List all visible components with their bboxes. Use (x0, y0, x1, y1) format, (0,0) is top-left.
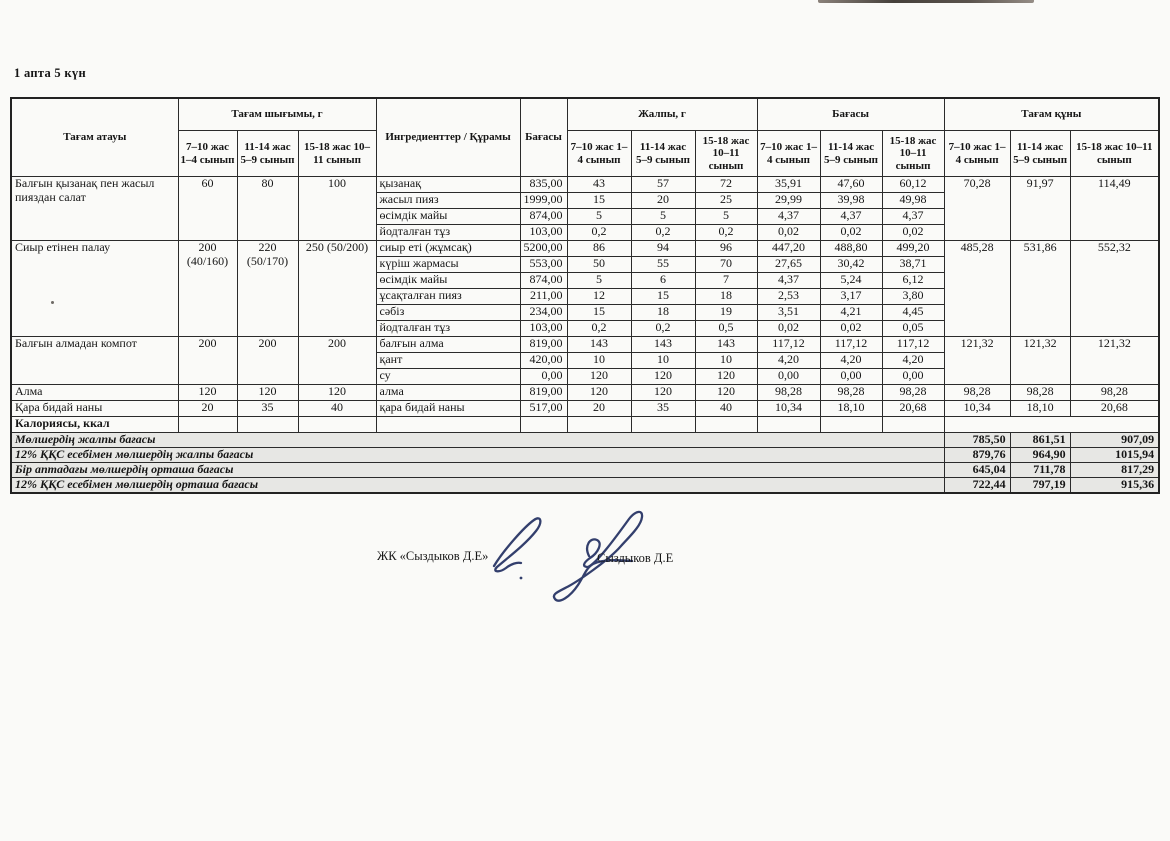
empty-cell (944, 417, 1159, 433)
price-cell: 819,00 (520, 385, 567, 401)
cost-cell: 91,97 (1010, 177, 1070, 241)
portion-cell: 200 (178, 337, 237, 385)
grams-cell: 143 (695, 337, 757, 353)
empty-cell (237, 417, 298, 433)
portion-cell: 35 (237, 401, 298, 417)
amount-cell: 27,65 (757, 257, 820, 273)
cost-cell: 531,86 (1010, 241, 1070, 337)
scan-speckle (51, 301, 54, 304)
col-age-7-10: 7–10 жас 1–4 сынып (178, 131, 237, 177)
grams-cell: 5 (567, 209, 631, 225)
col-age-11-14: 11-14 жас 5–9 сынып (237, 131, 298, 177)
price-cell: 874,00 (520, 273, 567, 289)
empty-cell (178, 417, 237, 433)
col-group-output: Тағам шығымы, г (178, 98, 376, 131)
grams-cell: 40 (695, 401, 757, 417)
grams-cell: 6 (631, 273, 695, 289)
amount-cell: 0,00 (882, 369, 944, 385)
cost-cell: 98,28 (944, 385, 1010, 401)
amount-cell: 5,24 (820, 273, 882, 289)
price-cell: 517,00 (520, 401, 567, 417)
grams-cell: 43 (567, 177, 631, 193)
summary-value-cell: 645,04 (944, 463, 1010, 478)
ingredient-cell: су (376, 369, 520, 385)
ingredient-cell: сиыр еті (жұмсақ) (376, 241, 520, 257)
price-cell: 1999,00 (520, 193, 567, 209)
ingredient-cell: жасыл пияз (376, 193, 520, 209)
grams-cell: 19 (695, 305, 757, 321)
amount-cell: 4,37 (757, 209, 820, 225)
grams-cell: 18 (631, 305, 695, 321)
ingredient-cell: ұсақталған пияз (376, 289, 520, 305)
price-cell: 103,00 (520, 321, 567, 337)
cost-cell: 485,28 (944, 241, 1010, 337)
amount-cell: 4,20 (757, 353, 820, 369)
summary-value-cell: 964,90 (1010, 448, 1070, 463)
grams-cell: 5 (631, 209, 695, 225)
amount-cell: 47,60 (820, 177, 882, 193)
amount-cell: 0,00 (820, 369, 882, 385)
portion-cell: 100 (298, 177, 376, 241)
amount-cell: 447,20 (757, 241, 820, 257)
empty-cell (631, 417, 695, 433)
cost-cell: 98,28 (1070, 385, 1159, 401)
amount-cell: 2,53 (757, 289, 820, 305)
amount-cell: 3,51 (757, 305, 820, 321)
grams-cell: 120 (567, 385, 631, 401)
grams-cell: 72 (695, 177, 757, 193)
col-age-7-10: 7–10 жас 1–4 сынып (757, 131, 820, 177)
price-cell: 819,00 (520, 337, 567, 353)
ingredient-cell: қара бидай наны (376, 401, 520, 417)
amount-cell: 20,68 (882, 401, 944, 417)
grams-cell: 143 (631, 337, 695, 353)
ingredient-cell: йодталған тұз (376, 321, 520, 337)
grams-cell: 0,2 (631, 225, 695, 241)
menu-table (10, 97, 1160, 494)
col-age-15-18: 15-18 жас 10–11 сынып (1070, 131, 1159, 177)
cost-cell: 20,68 (1070, 401, 1159, 417)
price-cell: 553,00 (520, 257, 567, 273)
amount-cell: 4,37 (882, 209, 944, 225)
summary-value-cell: 711,78 (1010, 463, 1070, 478)
ingredient-cell: күріш жармасы (376, 257, 520, 273)
grams-cell: 20 (567, 401, 631, 417)
col-age-11-14: 11-14 жас 5–9 сынып (820, 131, 882, 177)
col-age-7-10: 7–10 жас 1–4 сынып (944, 131, 1010, 177)
amount-cell: 4,45 (882, 305, 944, 321)
portion-cell: 60 (178, 177, 237, 241)
col-group-total: Жалпы, г (567, 98, 757, 131)
amount-cell: 4,37 (820, 209, 882, 225)
cost-cell: 70,28 (944, 177, 1010, 241)
grams-cell: 5 (695, 209, 757, 225)
table-row (11, 241, 1159, 257)
ingredient-cell: өсімдік майы (376, 273, 520, 289)
table-row (11, 401, 1159, 417)
summary-value-cell: 785,50 (944, 433, 1010, 448)
col-age-11-14: 11-14 жас 5–9 сынып (1010, 131, 1070, 177)
amount-cell: 499,20 (882, 241, 944, 257)
empty-cell (520, 417, 567, 433)
grams-cell: 25 (695, 193, 757, 209)
amount-cell: 0,02 (757, 225, 820, 241)
grams-cell: 5 (567, 273, 631, 289)
amount-cell: 18,10 (820, 401, 882, 417)
cost-cell: 121,32 (1010, 337, 1070, 385)
summary-row (11, 433, 1159, 448)
cost-cell: 18,10 (1010, 401, 1070, 417)
grams-cell: 10 (567, 353, 631, 369)
grams-cell: 0,2 (567, 321, 631, 337)
portion-cell: 200 (298, 337, 376, 385)
amount-cell: 39,98 (820, 193, 882, 209)
summary-value-cell: 861,51 (1010, 433, 1070, 448)
amount-cell: 4,37 (757, 273, 820, 289)
summary-label-cell: 12% ҚҚС есебімен мөлшердің жалпы бағасы (11, 448, 944, 463)
dish-name-cell: Қара бидай наны (11, 401, 178, 417)
price-cell: 234,00 (520, 305, 567, 321)
grams-cell: 55 (631, 257, 695, 273)
amount-cell: 0,02 (820, 225, 882, 241)
col-age-15-18: 15-18 жас 10–11 сынып (695, 131, 757, 177)
amount-cell: 4,21 (820, 305, 882, 321)
summary-row (11, 448, 1159, 463)
amount-cell: 10,34 (757, 401, 820, 417)
price-cell: 874,00 (520, 209, 567, 225)
amount-cell: 117,12 (757, 337, 820, 353)
amount-cell: 0,02 (820, 321, 882, 337)
grams-cell: 50 (567, 257, 631, 273)
amount-cell: 0,02 (757, 321, 820, 337)
portion-cell: 120 (178, 385, 237, 401)
price-cell: 103,00 (520, 225, 567, 241)
col-header-dish: Тағам атауы (11, 98, 178, 177)
grams-cell: 15 (567, 305, 631, 321)
amount-cell: 0,05 (882, 321, 944, 337)
summary-value-cell: 722,44 (944, 478, 1010, 494)
empty-cell (882, 417, 944, 433)
grams-cell: 7 (695, 273, 757, 289)
price-cell: 420,00 (520, 353, 567, 369)
empty-cell (820, 417, 882, 433)
amount-cell: 0,02 (882, 225, 944, 241)
dish-name-cell: Сиыр етінен палау (11, 241, 178, 337)
grams-cell: 0,5 (695, 321, 757, 337)
dish-name-cell: Балғын қызанақ пен жасыл пияздан салат (11, 177, 178, 241)
portion-cell: 120 (237, 385, 298, 401)
cost-cell: 552,32 (1070, 241, 1159, 337)
grams-cell: 10 (695, 353, 757, 369)
portion-cell: 200 (40/160) (178, 241, 237, 337)
summary-row (11, 463, 1159, 478)
amount-cell: 38,71 (882, 257, 944, 273)
summary-value-cell: 817,29 (1070, 463, 1159, 478)
table-row (11, 337, 1159, 353)
summary-value-cell: 907,09 (1070, 433, 1159, 448)
ingredient-cell: қызанақ (376, 177, 520, 193)
ingredient-cell: өсімдік майы (376, 209, 520, 225)
grams-cell: 143 (567, 337, 631, 353)
price-cell: 5200,00 (520, 241, 567, 257)
grams-cell: 15 (567, 193, 631, 209)
portion-cell: 250 (50/200) (298, 241, 376, 337)
cost-cell: 114,49 (1070, 177, 1159, 241)
amount-cell: 3,80 (882, 289, 944, 305)
amount-cell: 35,91 (757, 177, 820, 193)
grams-cell: 96 (695, 241, 757, 257)
summary-value-cell: 879,76 (944, 448, 1010, 463)
ingredient-cell: балғын алма (376, 337, 520, 353)
summary-label-cell: Бір аптадағы мөлшердің орташа бағасы (11, 463, 944, 478)
amount-cell: 0,00 (757, 369, 820, 385)
amount-cell: 117,12 (820, 337, 882, 353)
amount-cell: 49,98 (882, 193, 944, 209)
empty-cell (376, 417, 520, 433)
summary-value-cell: 1015,94 (1070, 448, 1159, 463)
amount-cell: 29,99 (757, 193, 820, 209)
col-age-7-10: 7–10 жас 1–4 сынып (567, 131, 631, 177)
summary-value-cell: 915,36 (1070, 478, 1159, 494)
portion-cell: 120 (298, 385, 376, 401)
calories-row (11, 417, 1159, 433)
grams-cell: 120 (631, 369, 695, 385)
col-group-price: Бағасы (757, 98, 944, 131)
dish-name-cell: Алма (11, 385, 178, 401)
col-age-15-18: 15-18 жас 10–11 сынып (298, 131, 376, 177)
grams-cell: 86 (567, 241, 631, 257)
ingredient-cell: йодталған тұз (376, 225, 520, 241)
grams-cell: 120 (567, 369, 631, 385)
empty-cell (298, 417, 376, 433)
signature-name-label: Сыздыков Д.Е (597, 551, 674, 565)
cost-cell: 10,34 (944, 401, 1010, 417)
scan-artifact-top-edge (818, 0, 1034, 3)
amount-cell: 117,12 (882, 337, 944, 353)
grams-cell: 94 (631, 241, 695, 257)
amount-cell: 30,42 (820, 257, 882, 273)
grams-cell: 12 (567, 289, 631, 305)
amount-cell: 60,12 (882, 177, 944, 193)
amount-cell: 3,17 (820, 289, 882, 305)
col-age-15-18: 15-18 жас 10–11 сынып (882, 131, 944, 177)
table-row (11, 385, 1159, 401)
summary-label-cell: Мөлшердің жалпы бағасы (11, 433, 944, 448)
grams-cell: 70 (695, 257, 757, 273)
col-age-11-14: 11-14 жас 5–9 сынып (631, 131, 695, 177)
price-cell: 835,00 (520, 177, 567, 193)
grams-cell: 0,2 (631, 321, 695, 337)
ingredient-cell: алма (376, 385, 520, 401)
col-header-price: Бағасы (520, 98, 567, 177)
ingredient-cell: сәбіз (376, 305, 520, 321)
amount-cell: 4,20 (882, 353, 944, 369)
amount-cell: 98,28 (757, 385, 820, 401)
empty-cell (695, 417, 757, 433)
empty-cell (567, 417, 631, 433)
grams-cell: 18 (695, 289, 757, 305)
calories-label-cell: Калориясы, ккал (11, 417, 178, 433)
grams-cell: 10 (631, 353, 695, 369)
grams-cell: 15 (631, 289, 695, 305)
amount-cell: 488,80 (820, 241, 882, 257)
amount-cell: 6,12 (882, 273, 944, 289)
grams-cell: 20 (631, 193, 695, 209)
grams-cell: 35 (631, 401, 695, 417)
amount-cell: 4,20 (820, 353, 882, 369)
cost-cell: 121,32 (1070, 337, 1159, 385)
amount-cell: 98,28 (882, 385, 944, 401)
grams-cell: 0,2 (695, 225, 757, 241)
col-header-ingredients: Ингредиенттер / Құрамы (376, 98, 520, 177)
price-cell: 0,00 (520, 369, 567, 385)
price-cell: 211,00 (520, 289, 567, 305)
portion-cell: 220 (50/170) (237, 241, 298, 337)
signature-company-label: ЖК «Сыздыков Д.Е» (377, 549, 489, 563)
portion-cell: 40 (298, 401, 376, 417)
dish-name-cell: Балғын алмадан компот (11, 337, 178, 385)
empty-cell (757, 417, 820, 433)
cost-cell: 121,32 (944, 337, 1010, 385)
grams-cell: 120 (631, 385, 695, 401)
grams-cell: 120 (695, 369, 757, 385)
amount-cell: 98,28 (820, 385, 882, 401)
table-row (11, 177, 1159, 193)
summary-value-cell: 797,19 (1010, 478, 1070, 494)
grams-cell: 0,2 (567, 225, 631, 241)
summary-row (11, 478, 1159, 494)
col-group-cost: Тағам құны (944, 98, 1159, 131)
cost-cell: 98,28 (1010, 385, 1070, 401)
ingredient-cell: қант (376, 353, 520, 369)
grams-cell: 57 (631, 177, 695, 193)
doc-title: 1 апта 5 күн (14, 66, 86, 80)
portion-cell: 20 (178, 401, 237, 417)
summary-label-cell: 12% ҚҚС есебімен мөлшердің орташа бағасы (11, 478, 944, 494)
portion-cell: 200 (237, 337, 298, 385)
grams-cell: 120 (695, 385, 757, 401)
portion-cell: 80 (237, 177, 298, 241)
